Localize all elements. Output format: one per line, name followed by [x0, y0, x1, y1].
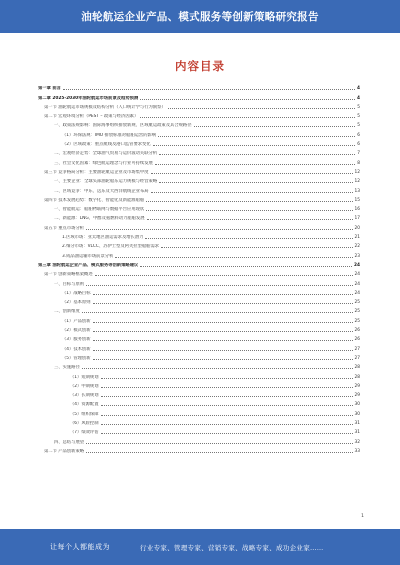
toc-entry-text: （1）产品创新	[62, 318, 91, 324]
toc-leader-dots	[159, 182, 352, 183]
toc-leader-dots	[101, 405, 353, 406]
header-banner	[0, 0, 400, 33]
toc-entry[interactable]	[38, 435, 360, 444]
toc-leader-dots	[86, 452, 352, 453]
toc-entry[interactable]	[38, 314, 360, 323]
toc-entry-text: （4）技术创新	[62, 346, 91, 352]
toc-entry-page: 33	[354, 448, 360, 454]
toc-entry-page: 6	[357, 142, 360, 148]
toc-leader-dots	[101, 378, 353, 379]
toc-leader-dots	[101, 424, 353, 425]
toc-entry-page: 20	[354, 225, 360, 231]
toc-leader-dots	[82, 368, 353, 369]
toc-entry-text: 第一节 油轮航运市场规模及结构分析（人口统计学与行为洞察）	[44, 104, 166, 110]
toc-entry[interactable]	[38, 407, 360, 416]
toc-entry-text: 第四节 技术发展趋势：数字化、智能化及新能源船舶	[44, 197, 145, 203]
toc-leader-dots	[168, 108, 356, 109]
toc-entry-page: 26	[354, 328, 360, 334]
toc-entry-text: 三、社会文化因素：绿色航运理念与行业可持续发展	[54, 160, 153, 166]
toc-entry-page: 24	[354, 272, 360, 278]
toc-leader-dots	[93, 340, 353, 341]
toc-entry-page: 24	[354, 290, 360, 296]
toc-entry[interactable]	[38, 389, 360, 398]
toc-leader-dots	[155, 164, 355, 165]
toc-leader-dots	[194, 126, 356, 127]
toc-entry[interactable]	[38, 417, 360, 426]
toc-entry-text: 一、智能航运：船舶物联网与数据平台应用现状	[54, 207, 145, 213]
toc-leader-dots	[63, 89, 355, 90]
toc-entry-text: （1）环保法规：IMO 排放标准对船舶运营的影响	[62, 132, 157, 138]
toc-entry-text: 第二节 产品创新策略	[44, 448, 85, 454]
toc-entry-page: 13	[354, 188, 360, 194]
toc-entry[interactable]	[38, 194, 360, 203]
toc-entry-text: 一、主要企业：全球头部油轮船东运力规模与经营策略	[54, 179, 158, 185]
toc-leader-dots	[140, 117, 355, 118]
toc-leader-dots	[115, 257, 352, 258]
toc-entry[interactable]	[38, 342, 360, 351]
toc-entry[interactable]	[38, 333, 360, 342]
toc-leader-dots	[93, 359, 353, 360]
footer-banner	[0, 529, 400, 565]
toc-leader-dots	[140, 99, 355, 100]
toc-entry[interactable]	[38, 398, 360, 407]
toc-leader-dots	[159, 154, 355, 155]
toc-entry-page: 23	[354, 253, 360, 259]
toc-leader-dots	[101, 433, 353, 434]
toc-entry-page: 6	[357, 132, 360, 138]
toc-entry-page: 5	[357, 104, 360, 110]
toc-entry[interactable]	[38, 212, 360, 221]
footer-slogan: 让每个人都能成为	[50, 543, 110, 551]
toc-entry-text: 一、政策法规影响：国际海事组织排放新规、区域航运政策及其合规路径	[54, 123, 192, 129]
toc-entry[interactable]	[38, 361, 360, 370]
toc-entry-page: 4	[357, 95, 360, 101]
toc-entry[interactable]	[38, 166, 360, 175]
toc-entry-text: 1.区域市场：亚太地区油运需求及增长潜力	[62, 235, 144, 241]
toc-entry-text: （3）服务创新	[62, 337, 91, 343]
toc-entry[interactable]	[38, 119, 360, 128]
toc-entry-text: （2）模式创新	[62, 328, 91, 334]
toc-leader-dots	[101, 396, 353, 397]
toc-entry-page: 22	[354, 244, 360, 250]
toc-entry-page: 5	[357, 123, 360, 129]
toc-entry-text: 第一章 前言	[38, 86, 61, 92]
toc-entry-page: 16	[354, 207, 360, 213]
toc-entry-page: 30	[354, 411, 360, 417]
page-number: 1	[361, 514, 364, 519]
toc-leader-dots	[86, 229, 352, 230]
toc-entry-page: 32	[354, 439, 360, 445]
toc-entry-text: （5）组织保障	[70, 411, 99, 417]
toc-entry-text: 第二章 2025-2030年油轮航运市场前景及趋势预测	[38, 95, 139, 101]
toc-entry-page: 25	[354, 309, 360, 315]
toc-entry-text: （1）战略目标	[62, 290, 91, 296]
toc-entry-text: 二、宏观经济走势：全球油气贸易与运价波动关联分析	[54, 151, 158, 157]
toc-leader-dots	[93, 303, 353, 304]
toc-entry[interactable]	[38, 380, 360, 389]
toc-leader-dots	[86, 285, 352, 286]
toc-leader-dots	[161, 247, 352, 248]
toc-leader-dots	[86, 443, 352, 444]
toc-entry-text: （7）绩效评估	[70, 430, 99, 436]
toc-entry-page: 25	[354, 300, 360, 306]
toc-entry-page: 8	[357, 160, 360, 166]
toc-leader-dots	[95, 275, 353, 276]
toc-leader-dots	[93, 294, 353, 295]
toc-entry[interactable]	[38, 370, 360, 379]
toc-entry-page: 24	[354, 281, 360, 287]
toc-entry[interactable]	[38, 268, 360, 277]
toc-entry-page: 31	[354, 420, 360, 426]
toc-entry[interactable]	[38, 231, 360, 240]
toc-leader-dots	[140, 266, 352, 267]
toc-entry-page: 31	[354, 430, 360, 436]
toc-entry-text: 二、区域竞争：中东、远东及大西洋航线企业布局	[54, 188, 149, 194]
toc-entry[interactable]	[38, 249, 360, 258]
toc-entry-text: 四、总结与展望	[54, 439, 85, 445]
toc-entry-page: 29	[354, 393, 360, 399]
toc-entry-page: 7	[357, 151, 360, 157]
toc-entry[interactable]	[38, 445, 360, 454]
toc-entry-text: （2）中期规划	[70, 383, 99, 389]
toc-entry-text: （5）管理创新	[62, 355, 91, 361]
toc-entry[interactable]	[38, 147, 360, 156]
toc-entry-page: 12	[354, 169, 360, 175]
toc-entry[interactable]	[38, 175, 360, 184]
toc-leader-dots	[151, 173, 353, 174]
toc-entry[interactable]	[38, 277, 360, 286]
toc-entry-page: 15	[354, 197, 360, 203]
toc-leader-dots	[82, 312, 353, 313]
toc-entry-page: 5	[357, 114, 360, 120]
toc-entry-text: （1）短期规划	[70, 374, 99, 380]
toc-entry[interactable]	[38, 221, 360, 230]
toc-entry-text: 三、实施路径	[54, 365, 80, 371]
toc-entry-text: 3.成品油运输市场前景分析	[62, 253, 114, 259]
toc-entry-text: 第五节 重点市场分析	[44, 225, 85, 231]
report-title: 油轮航运企业产品、模式服务等创新策略研究报告	[81, 11, 319, 23]
table-of-contents	[38, 82, 360, 454]
toc-entry[interactable]	[38, 128, 360, 137]
toc-entry-text: （2）基本原则	[62, 300, 91, 306]
toc-entry-text: 第一节 创新策略框架概述	[44, 272, 93, 278]
toc-entry-text: （3）长期规划	[70, 393, 99, 399]
toc-leader-dots	[146, 201, 352, 202]
toc-leader-dots	[101, 415, 353, 416]
toc-entry[interactable]	[38, 259, 360, 268]
toc-entry-page: 27	[354, 346, 360, 352]
toc-entry[interactable]	[38, 110, 360, 119]
toc-leader-dots	[93, 331, 353, 332]
toc-entry[interactable]	[38, 82, 360, 91]
toc-leader-dots	[93, 322, 353, 323]
toc-entry[interactable]	[38, 91, 360, 100]
toc-entry-text: 2.细分市场：VLCC、苏伊士型及阿芙拉型船舶需求	[62, 244, 160, 250]
toc-entry-page: 25	[354, 318, 360, 324]
toc-leader-dots	[101, 387, 353, 388]
toc-leader-dots	[146, 210, 352, 211]
toc-leader-dots	[145, 238, 352, 239]
toc-entry-page: 29	[354, 383, 360, 389]
toc-entry-text: 二、新能源：LNG、甲醇及氨燃料动力船舶发展	[54, 216, 145, 222]
toc-entry-text: （6）风险控制	[70, 420, 99, 426]
toc-entry-text: 第二节 宏观环境分析（PEST – 政策与经济因素）	[44, 114, 139, 120]
toc-entry[interactable]	[38, 352, 360, 361]
toc-entry-page: 28	[354, 365, 360, 371]
toc-heading: 内容目录	[175, 59, 225, 73]
toc-entry-page: 4	[357, 86, 360, 92]
toc-entry[interactable]	[38, 138, 360, 147]
toc-entry[interactable]	[38, 296, 360, 305]
toc-entry[interactable]	[38, 324, 360, 333]
toc-entry[interactable]	[38, 156, 360, 165]
toc-entry[interactable]	[38, 101, 360, 110]
toc-leader-dots	[158, 136, 355, 137]
toc-leader-dots	[151, 192, 353, 193]
toc-entry[interactable]	[38, 305, 360, 314]
toc-entry-page: 24	[354, 262, 360, 268]
toc-entry-page: 12	[354, 179, 360, 185]
toc-entry-text: （4）资源配置	[70, 402, 99, 408]
toc-entry-page: 27	[354, 355, 360, 361]
toc-entry-page: 21	[354, 235, 360, 241]
toc-entry-page: 17	[354, 216, 360, 222]
toc-entry-text: （2）区域政策：重点航线及港口监管要求变化	[62, 142, 151, 148]
toc-entry-text: 第三章 油轮航运企业产品、模式服务等创新策略建议	[38, 262, 139, 268]
toc-entry-text: 二、创新维度	[54, 309, 80, 315]
toc-entry-text: 一、目标与原则	[54, 281, 85, 287]
toc-leader-dots	[147, 219, 353, 220]
toc-entry-page: 30	[354, 402, 360, 408]
toc-entry-page: 28	[354, 374, 360, 380]
toc-leader-dots	[153, 145, 356, 146]
toc-entry-page: 26	[354, 337, 360, 343]
toc-entry[interactable]	[38, 203, 360, 212]
toc-entry[interactable]	[38, 287, 360, 296]
toc-entry[interactable]	[38, 184, 360, 193]
footer-roles: 行业专家、管理专家、营销专家、战略专家、成功企业家……	[140, 543, 324, 552]
toc-leader-dots	[93, 350, 353, 351]
toc-entry[interactable]	[38, 240, 360, 249]
toc-entry[interactable]	[38, 426, 360, 435]
toc-entry-text: 第三节 竞争格局分析：主要油轮航运企业及市场集中度	[44, 169, 149, 175]
